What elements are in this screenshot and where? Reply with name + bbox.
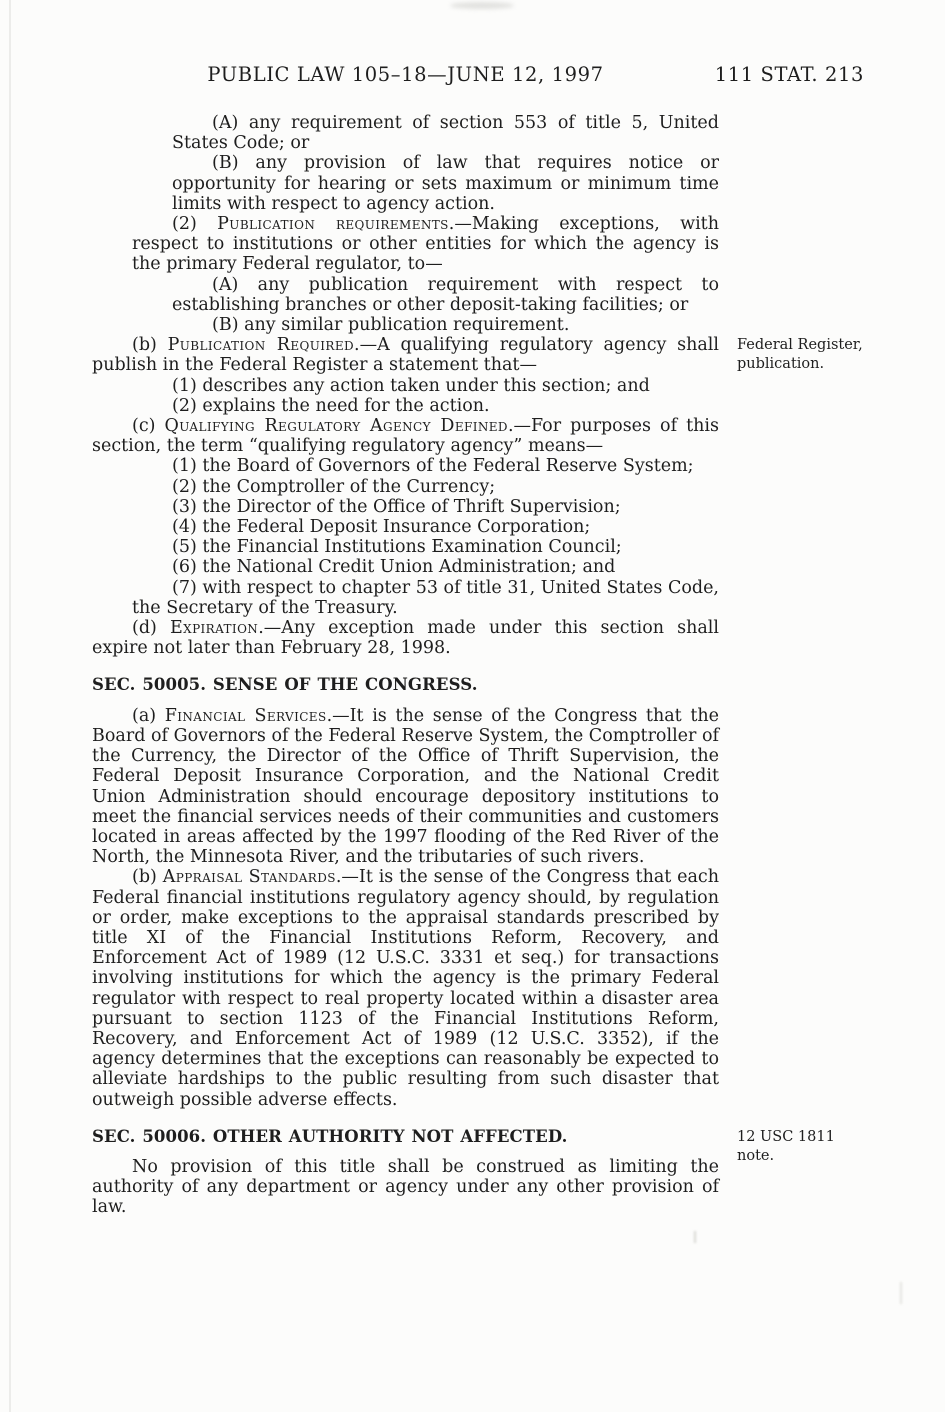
statute-paragraph — [132, 376, 719, 396]
text-run: (2) explains the need for the action. — [172, 395, 490, 416]
small-caps-heading: Expiration — [169, 618, 259, 639]
statute-paragraph — [132, 537, 719, 557]
text-run: (a) — [132, 705, 165, 726]
running-head-stat-page-number: 111 STAT. 213 — [714, 63, 864, 86]
statute-paragraph — [92, 706, 719, 868]
text-run: (d) — [132, 618, 170, 639]
margin-note-line: Federal Register, — [737, 337, 863, 353]
statute-paragraph — [172, 153, 719, 214]
text-run: (1) the Board of Governors of the Federal Reserve System; — [172, 456, 694, 477]
scan-smudge — [450, 2, 514, 9]
text-run: (6) the National Credit Union Administration; and — [172, 557, 616, 578]
text-run: (2) the Comptroller of the Currency; — [172, 476, 496, 497]
margin-note — [737, 1128, 835, 1166]
page-edge-line — [9, 0, 11, 1412]
text-run: .—For purposes of this section, the term “qualifying regulatory agency” means— — [92, 416, 719, 457]
text-run: (B) any provision of law that requires notice or opportunity for hearing or sets maximum or minimum time limits with respect to agency action. — [172, 153, 719, 214]
margin-note-line: publication. — [737, 355, 825, 372]
statute-paragraph — [92, 867, 719, 1109]
text-run: (b) — [132, 335, 168, 356]
text-run: (2) — [172, 214, 218, 235]
margin-note-line: note. — [737, 1147, 775, 1164]
statute-paragraph — [92, 618, 719, 658]
statute-paragraph — [132, 557, 719, 577]
statute-paragraph — [132, 477, 719, 497]
statute-paragraph — [132, 214, 719, 275]
text-run: .—It is the sense of the Congress that each Federal financial institutions regulatory agency should, by regulation or order, make exceptions to the appraisal standards prescribed by title XI of the Financial Institutions Reform, Recovery, and Enforcement Act of 1989 (12 U.S.C. 3331 et seq.) for transactions involving institutions for which the agency is the primary Federal regulator with respect to real property located within a disaster area pursuant to section 1123 of the Financial Institutions Reform, Recovery, and Enforcement Act of 1989 (12 U.S.C. 3352), if the agency determines that the exceptions can reasonably be expected to alleviate hardships to the public resulting from such disaster that outweigh possible adverse effects. — [92, 867, 719, 1110]
text-run: (A) any publication requirement with respect to establishing branches or other deposit-taking facilities; or — [172, 274, 719, 315]
text-run: (B) any similar publication requirement. — [212, 315, 570, 336]
text-run: (A) any requirement of section 553 of title 5, United States Code; or — [172, 113, 719, 154]
text-run: (3) the Director of the Office of Thrift Supervision; — [172, 496, 621, 517]
small-caps-heading: Qualifying Regulatory Agency Defined — [164, 416, 508, 437]
text-run: .—It is the sense of the Congress that the Board of Governors of the Federal Reserve System, the Comptroller of the Currency, the Director of the Office of Thrift Supervision, the Federal Deposit Insurance Corporation, and the National Credit Union Administration should encourage depository institutions to meet the financial services needs of their communities and customers located in areas affected by the 1997 flooding of the Red River of the North, the Minnesota River, and the tributaries of such rivers. — [92, 705, 719, 868]
margin-note — [737, 336, 863, 374]
text-run: (c) — [132, 416, 165, 437]
section-heading: SEC. 50005. SENSE OF THE CONGRESS. — [92, 675, 478, 695]
statute-paragraph — [132, 497, 719, 517]
text-run: (5) the Financial Institutions Examination Council; — [172, 537, 622, 558]
statute-paragraph — [92, 416, 719, 456]
document-body — [92, 113, 719, 1218]
text-run: No provision of this title shall be construed as limiting the authority of any department or agency under any other provision of law. — [92, 1156, 719, 1218]
small-caps-heading: Publication Required — [167, 335, 355, 356]
statute-paragraph — [172, 113, 719, 153]
text-run: (7) with respect to chapter 53 of title 31, United States Code, the Secretary of the Treasury. — [132, 577, 719, 618]
small-caps-heading: Financial Services — [164, 705, 327, 726]
statute-paragraph — [92, 1157, 719, 1218]
statute-paragraph — [132, 456, 719, 476]
scan-speck — [694, 1231, 696, 1243]
small-caps-heading: Publication requirements — [217, 214, 449, 235]
text-run: (4) the Federal Deposit Insurance Corporation; — [172, 517, 591, 538]
text-run: .—A qualifying regulatory agency shall publish in the Federal Register a statement that— — [92, 335, 719, 376]
text-run: (1) describes any action taken under this section; and — [172, 375, 650, 396]
running-head-law-title: PUBLIC LAW 105–18—JUNE 12, 1997 — [207, 63, 604, 86]
statute-paragraph — [172, 275, 719, 315]
text-run: .—Making exceptions, with respect to institutions or other entities for which the agency is the primary Federal regulator, to— — [132, 214, 719, 275]
statute-paragraph — [92, 335, 719, 375]
scan-speck — [900, 1282, 902, 1304]
statute-paragraph — [132, 396, 719, 416]
small-caps-heading: Appraisal Standards — [162, 867, 336, 888]
text-run: (b) — [132, 867, 163, 888]
margin-note-line: 12 USC 1811 — [737, 1129, 835, 1145]
text-run: .—Any exception made under this section shall expire not later than February 28, 1998. — [92, 618, 719, 659]
statute-paragraph — [172, 315, 719, 335]
section-heading: SEC. 50006. OTHER AUTHORITY NOT AFFECTED. — [92, 1126, 568, 1146]
statute-paragraph — [132, 517, 719, 537]
statute-paragraph — [132, 578, 719, 618]
